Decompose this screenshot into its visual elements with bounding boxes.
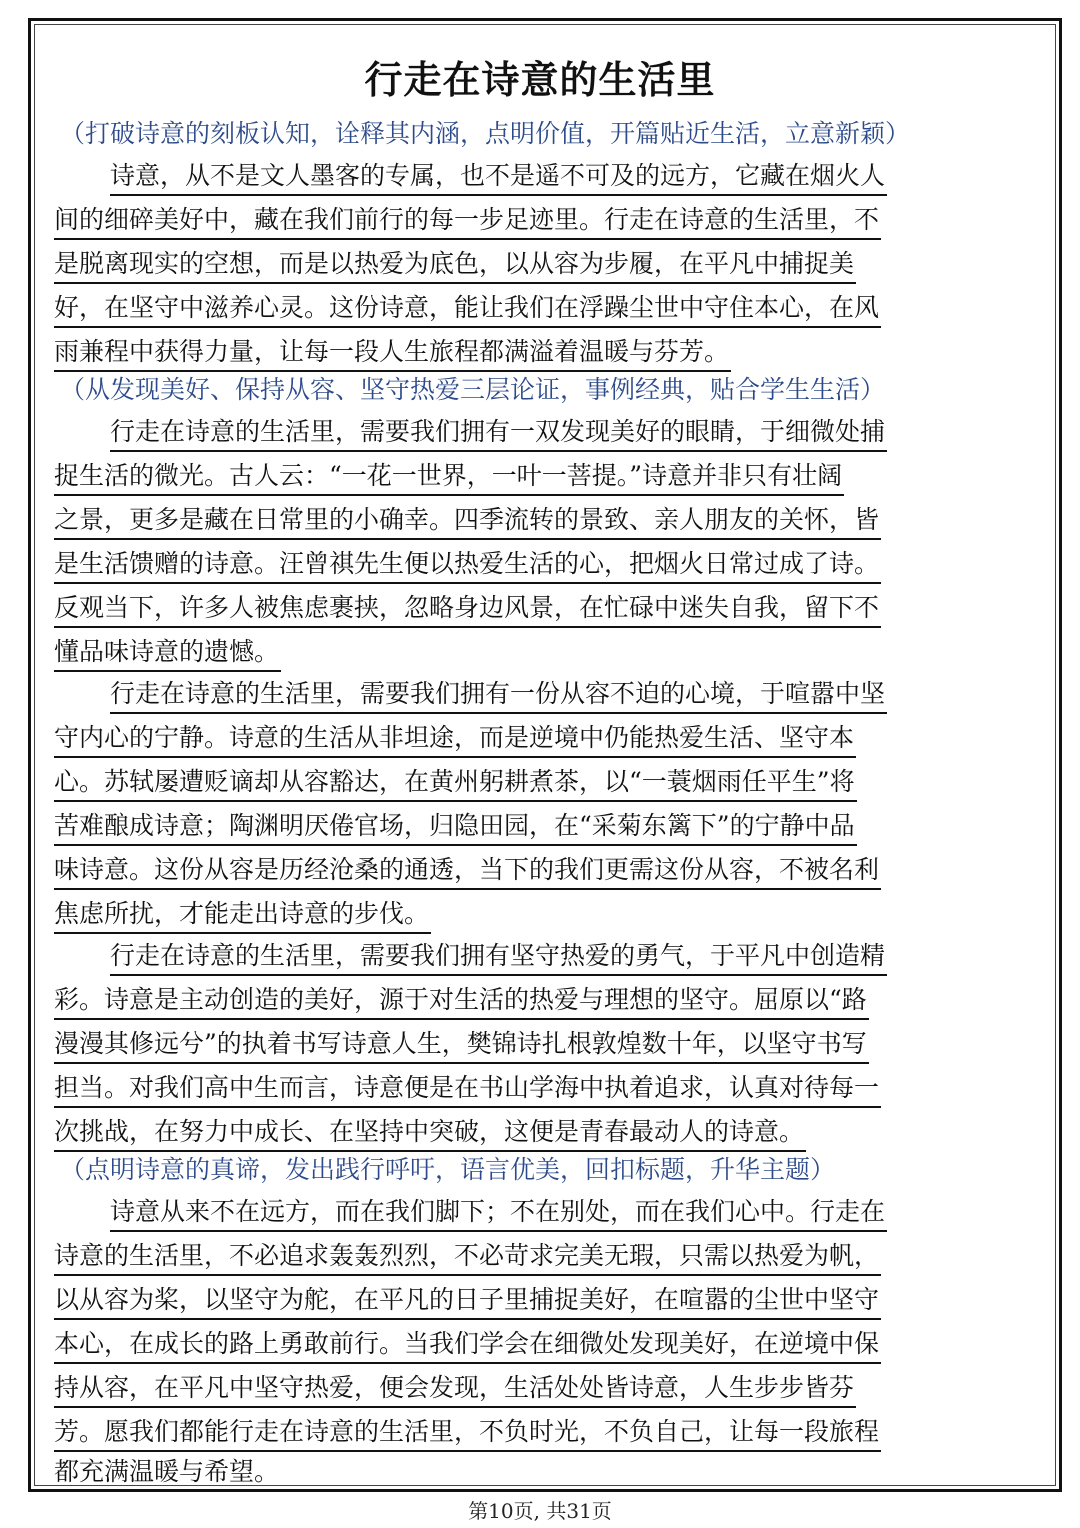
paragraph-line	[54, 1368, 1014, 1408]
underlined-text: 都充满温暖与希望。	[54, 1454, 281, 1492]
underlined-text: 好，在坚守中滋养心灵。这份诗意，能让我们在浮躁尘世中守住本心，在风	[54, 290, 881, 328]
paragraph-line	[54, 244, 1014, 284]
paragraph-line	[54, 1280, 1014, 1320]
paragraph-line	[54, 936, 1014, 976]
underlined-text: 担当。对我们高中生而言，诗意便是在书山学海中执着追求，认真对待每一	[54, 1070, 881, 1108]
paragraph-line	[54, 1412, 1014, 1452]
paragraph-line	[54, 412, 1014, 452]
paragraph-line	[54, 200, 1014, 240]
annotation-note: （点明诗意的真谛，发出践行呼吁，语言优美，回扣标题，升华主题）	[60, 1155, 836, 1184]
underlined-text: 焦虑所扰，才能走出诗意的步伐。	[54, 896, 431, 934]
underlined-text: 持从容，在平凡中坚守热爱，便会发现，生活处处皆诗意，人生步步皆芬	[54, 1370, 856, 1408]
paragraph-line	[54, 762, 1014, 802]
paragraph-line	[54, 500, 1014, 540]
underlined-text: 本心，在成长的路上勇敢前行。当我们学会在细微处发现美好，在逆境中保	[54, 1326, 881, 1364]
underlined-text: 雨兼程中获得力量，让每一段人生旅程都满溢着温暖与芬芳。	[54, 334, 731, 372]
paragraph-line	[54, 894, 1014, 934]
paragraph-line	[54, 1236, 1014, 1276]
paragraph-line	[54, 850, 1014, 890]
paragraph-line	[54, 980, 1014, 1020]
paragraph-line	[54, 674, 1014, 714]
paragraph-line	[54, 1112, 1014, 1152]
paragraph-line	[54, 288, 1014, 328]
underlined-text: 行走在诗意的生活里，需要我们拥有一双发现美好的眼睛，于细微处捕	[110, 414, 887, 452]
paragraph-line	[54, 456, 1014, 496]
underlined-text: 漫漫其修远兮”的执着书写诗意人生，樊锦诗扎根敦煌数十年，以坚守书写	[54, 1026, 869, 1064]
page-number-footer: 第10页, 共31页	[468, 1499, 612, 1523]
annotation-note: （打破诗意的刻板认知，诠释其内涵，点明价值，开篇贴近生活，立意新颖）	[60, 119, 911, 148]
paragraph-line	[54, 806, 1014, 846]
underlined-text: 懂品味诗意的遗憾。	[54, 634, 281, 672]
paragraph-line	[54, 588, 1014, 628]
underlined-text: 反观当下，许多人被焦虑裹挟，忽略身边风景，在忙碌中迷失自我，留下不	[54, 590, 881, 628]
paragraph-line	[54, 1024, 1014, 1064]
essay-title: 行走在诗意的生活里	[364, 58, 716, 102]
underlined-text: 次挑战，在努力中成长、在坚持中突破，这便是青春最动人的诗意。	[54, 1114, 806, 1152]
underlined-text: 苦难酿成诗意；陶渊明厌倦官场，归隐田园，在“采菊东篱下”的宁静中品	[54, 808, 857, 846]
underlined-text: 芳。愿我们都能行走在诗意的生活里，不负时光，不负自己，让每一段旅程	[54, 1414, 881, 1452]
underlined-text: 守内心的宁静。诗意的生活从非坦途，而是逆境中仍能热爱生活、坚守本	[54, 720, 856, 758]
underlined-text: 捉生活的微光。古人云：“一花一世界，一叶一菩提。”诗意并非只有壮阔	[54, 458, 844, 496]
underlined-text: 是脱离现实的空想，而是以热爱为底色，以从容为步履，在平凡中捕捉美	[54, 246, 856, 284]
paragraph-line	[54, 632, 1014, 672]
underlined-text: 彩。诗意是主动创造的美好，源于对生活的热爱与理想的坚守。屈原以“路	[54, 982, 869, 1020]
underlined-text: 行走在诗意的生活里，需要我们拥有一份从容不迫的心境，于喧嚣中坚	[110, 676, 887, 714]
underlined-text: 之景，更多是藏在日常里的小确幸。四季流转的景致、亲人朋友的关怀，皆	[54, 502, 881, 540]
annotation-note: （从发现美好、保持从容、坚守热爱三层论证，事例经典，贴合学生生活）	[60, 375, 886, 404]
paragraph-line	[54, 1452, 1014, 1492]
paragraph-line	[54, 544, 1014, 584]
paragraph-line	[54, 332, 1014, 372]
underlined-text: 诗意，从不是文人墨客的专属，也不是遥不可及的远方，它藏在烟火人	[110, 158, 887, 196]
underlined-text: 诗意从来不在远方，而在我们脚下；不在别处，而在我们心中。行走在	[110, 1194, 887, 1232]
underlined-text: 以从容为桨，以坚守为舵，在平凡的日子里捕捉美好，在喧嚣的尘世中坚守	[54, 1282, 881, 1320]
paragraph-line	[54, 718, 1014, 758]
paragraph-line	[54, 156, 1014, 196]
paragraph-line	[54, 1068, 1014, 1108]
underlined-text: 心。苏轼屡遭贬谪却从容豁达，在黄州躬耕煮茶，以“一蓑烟雨任平生”将	[54, 764, 857, 802]
underlined-text: 行走在诗意的生活里，需要我们拥有坚守热爱的勇气，于平凡中创造精	[110, 938, 887, 976]
paragraph-line	[54, 1192, 1014, 1232]
underlined-text: 诗意的生活里，不必追求轰轰烈烈，不必苛求完美无瑕，只需以热爱为帆，	[54, 1238, 881, 1276]
underlined-text: 味诗意。这份从容是历经沧桑的通透，当下的我们更需这份从容，不被名利	[54, 852, 881, 890]
paragraph-line	[54, 1324, 1014, 1364]
underlined-text: 间的细碎美好中，藏在我们前行的每一步足迹里。行走在诗意的生活里，不	[54, 202, 881, 240]
underlined-text: 是生活馈赠的诗意。汪曾祺先生便以热爱生活的心，把烟火日常过成了诗。	[54, 546, 881, 584]
